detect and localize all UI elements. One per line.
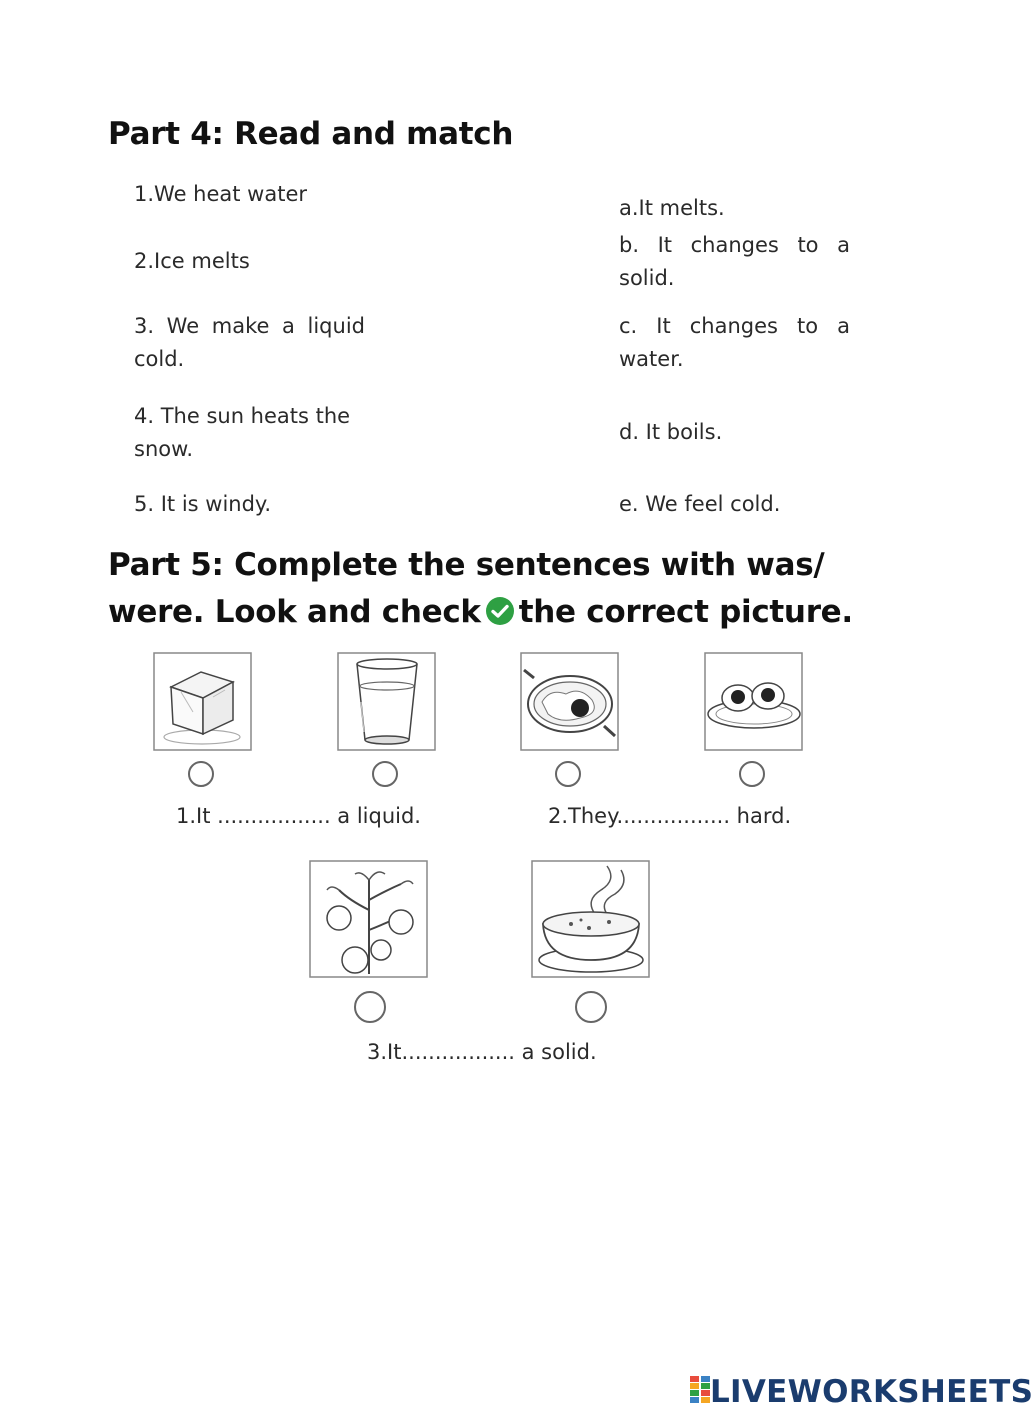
ice-cube-picture: [153, 652, 252, 751]
part5-title-line2: [108, 594, 853, 634]
sentence-2: 2.They................. hard.: [548, 804, 792, 828]
glass-picture: [337, 652, 436, 751]
tomato-plant-icon: [309, 860, 428, 978]
tomato-plant-picture: [309, 860, 428, 978]
liveworksheets-brand: [690, 1374, 1033, 1410]
answer-radio-egg-pan[interactable]: [555, 761, 581, 787]
match-left-1: 1.We heat water: [134, 182, 308, 206]
part5-title-line2-end: the correct picture.: [518, 594, 853, 630]
answer-radio-glass[interactable]: [372, 761, 398, 787]
answer-radio-soup[interactable]: [575, 991, 607, 1023]
match-right-e: e. We feel cold.: [619, 492, 781, 516]
match-right-d: d. It boils.: [619, 420, 723, 444]
glass-of-water-icon: [337, 652, 436, 751]
match-left-5: 5. It is windy.: [134, 492, 272, 516]
liveworksheets-logo-icon: [690, 1376, 710, 1408]
liveworksheets-wordmark: LIVEWORKSHEETS: [710, 1374, 1033, 1410]
match-right-c: c. It changes to a water.: [619, 314, 850, 371]
match-left-3: 3. We make a liquid cold.: [134, 314, 365, 371]
ice-cube-icon: [153, 652, 252, 751]
answer-radio-tomato-plant[interactable]: [354, 991, 386, 1023]
part5-title-line1: Part 5: Complete the sentences with was/: [108, 547, 825, 583]
match-right-a: a.It melts.: [619, 196, 725, 220]
check-circle-icon: [485, 596, 515, 634]
part4-title: Part 4: Read and match: [108, 116, 514, 152]
boiled-eggs-icon: [704, 652, 803, 751]
answer-radio-ice-cube[interactable]: [188, 761, 214, 787]
fried-egg-pan-icon: [520, 652, 619, 751]
answer-radio-boiled-eggs[interactable]: [739, 761, 765, 787]
soup-picture: [531, 860, 650, 978]
match-left-4: 4. The sun heats the snow.: [134, 404, 351, 461]
part5-title-line2-start: were. Look and check: [108, 594, 481, 630]
hot-soup-icon: [531, 860, 650, 978]
sentence-3: 3.It................. a solid.: [367, 1040, 597, 1064]
sentence-1: 1.It ................. a liquid.: [176, 804, 421, 828]
match-right-b: b. It changes to a solid.: [619, 233, 850, 290]
egg-pan-picture: [520, 652, 619, 751]
boiled-eggs-picture: [704, 652, 803, 751]
match-left-2: 2.Ice melts: [134, 249, 250, 273]
